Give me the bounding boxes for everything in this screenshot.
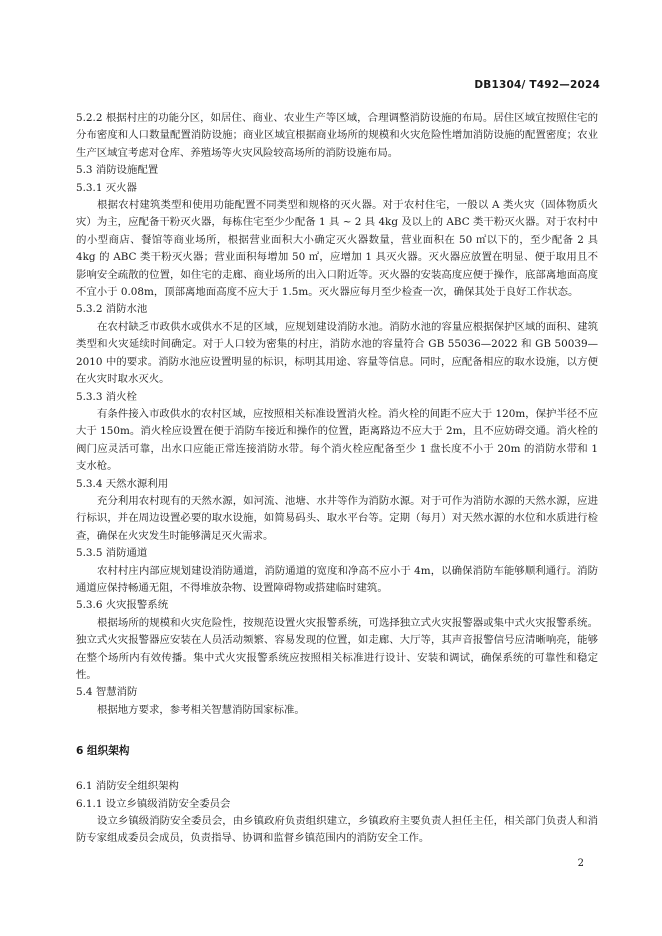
- section-heading: 5.3.3 消火栓: [76, 390, 137, 403]
- body-paragraph: 根据场所的规模和火灾危险性，按规范设置火灾报警系统，可选择独立式火灾报警器或集中式火灾报警系统。独立式火灾报警器应安装在人员活动频繁、容易发现的位置，如走廊、大厅等，其声音报警信号应清晰响亮，能够在整个场所内有效传播。集中式火灾报警系统应按照相关标准进行设计、安装和调试，确保系统的可靠性和稳定性。: [76, 616, 598, 681]
- section-heading: 5.3.1 灭火器: [76, 181, 137, 194]
- section-heading: 5.3.6 火灾报警系统: [76, 599, 169, 612]
- body-paragraph: 充分利用农村现有的天然水源，如河流、池塘、水井等作为消防水源。对于可作为消防水源的天然水源，应进行标识，并在周边设置必要的取水设施，如简易码头、取水平台等。定期（每月）对天然水源的水位和水质进行检查，确保在火灾发生时能够满足灭火需求。: [76, 494, 598, 542]
- section-heading: 5.3.2 消防水池: [76, 303, 148, 316]
- body-paragraph: 农村村庄内部应规划建设消防通道，消防通道的宽度和净高不应小于 4m，以确保消防车能够顺利通行。消防通道应保持畅通无阻，不得堆放杂物、设置障碍物或搭建临时建筑。: [76, 564, 598, 594]
- section-heading: 6.1 消防安全组织架构: [76, 780, 179, 793]
- body-paragraph: 设立乡镇级消防安全委员会，由乡镇政府负责组织建立，乡镇政府主要负责人担任主任，相关部门负责人和消防专家组成委员会成员，负责指导、协调和监督乡镇范围内的消防安全工作。: [76, 815, 598, 845]
- body-paragraph: 在农村缺乏市政供水或供水不足的区域，应规划建设消防水池。消防水池的容量应根据保护区域的面积、建筑类型和火灾延续时间确定。对于人口较为密集的村庄，消防水池的容量符合 GB 55036—2022 和 GB 50039—2010 中的要求。消防水池应设置明显的标识，标明其用途、容量等信息。同时，应配备相应的取水设施，以方便在火灾时取水灭火。: [76, 320, 598, 386]
- body-paragraph: 根据农村建筑类型和使用功能配置不同类型和规格的灭火器。对于农村住宅，一般以 A 类火灾（固体物质火灾）为主，应配备干粉灭火器，每栋住宅至少少配备 1 具 ~ 2 具 4kg 及以上的 ABC 类干粉灭火器。对于农村中的小型商店、餐馆等商业场所，根据营业面积大小确定灭火器数量，营业面积在 50 ㎡以下的，至少配备 2 具 4kg 的 ABC 类干粉灭火器；营业面积每增加 50 ㎡，应增加 1 具灭火器。灭火器应放置在明显、便于取用且不影响安全疏散的位置，如住宅的走廊、商业场所的出入口附近等。灭火器的安装高度应便于操作，底部离地面高度不宜小于 0.08m，顶部离地面高度不应大于 1.5m。灭火器应每月至少检查一次，确保其处于良好工作状态。: [76, 199, 598, 299]
- section-heading: 5.3 消防设施配置: [76, 164, 159, 177]
- section-heading: 6.1.1 设立乡镇级消防安全委员会: [76, 797, 231, 810]
- document-code-header: DB1304/ T492—2024: [474, 79, 600, 91]
- section-heading: 5.4 智慧消防: [76, 686, 138, 699]
- body-paragraph: 根据地方要求，参考相关智慧消防国家标准。: [97, 703, 305, 716]
- chapter-heading: 6 组织架构: [76, 745, 130, 758]
- body-paragraph: 5.2.2 根据村庄的功能分区，如居住、商业、农业生产等区域，合理调整消防设施的布局。居住区域宜按照住宅的分布密度和人口数量配置消防设施；商业区域宜根据商业场所的规模和火灾危险性增加消防设施的配置密度；农业生产区域宜考虑对仓库、养殖场等火灾风险较高场所的消防设施布局。: [76, 112, 598, 159]
- section-heading: 5.3.4 天然水源利用: [76, 477, 169, 490]
- document-body: [76, 110, 598, 848]
- page-number: 2: [577, 858, 584, 869]
- section-heading: 5.3.5 消防通道: [76, 547, 148, 560]
- body-paragraph: 有条件接入市政供水的农村区域，应按照相关标准设置消火栓。消火栓的间距不应大于 120m，保护半径不应大于 150m。消火栓应设置在便于消防车接近和操作的位置，距离路边不应大于 2m，且不应妨碍交通。消火栓的阀门应灵活可靠，出水口应能正常连接消防水带。每个消火栓应配备至少 1 盘长度不小于 20m 的消防水带和 1 支水枪。: [76, 407, 598, 473]
